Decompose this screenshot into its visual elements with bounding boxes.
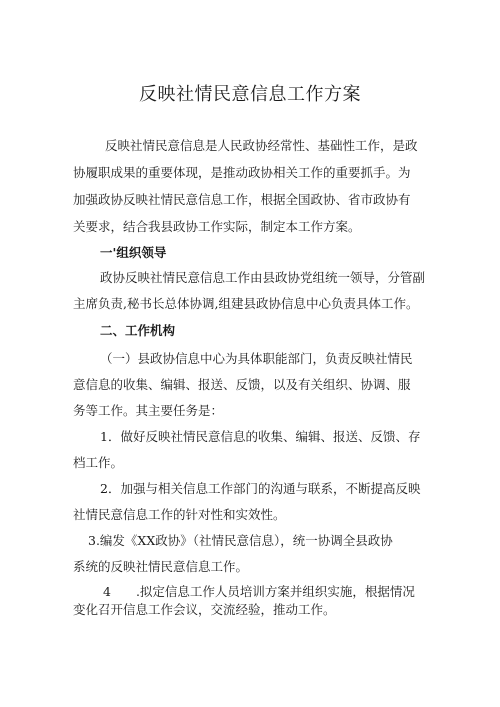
sub1-line: 务等工作。其主要任务是： (73, 403, 224, 418)
item2-line: 2．加强与相关信息工作部门的沟通与联系，不断提高反映 (100, 481, 421, 496)
item4-line: 4 .拟定信息工作人员培训方案并组织实施，根据情况 (103, 584, 415, 599)
section1-line: 主席负责,秘书长总体协调,组建县政协信息中心负责具体工作。 (73, 296, 419, 311)
intro-line: 关要求，结合我县政协工作实际，制定本工作方案。 (73, 219, 361, 234)
section-heading-1: 一'组织领导 (100, 245, 167, 260)
item3-line: 3.编发《XX政协》（社情民意信息），统一协调全县政协 (88, 533, 393, 548)
intro-line: 协履职成果的重要体现，是推动政协相关工作的重要抓手。为 (73, 165, 411, 180)
document-title: 反映社情民意信息工作方案 (139, 84, 361, 105)
item2-line: 社情民意信息工作的针对性和实效性。 (73, 507, 286, 522)
sub1-line: 意信息的收集、编辑、报送、反馈，以及有关组织、协调、服 (73, 377, 411, 392)
sub1-line: （一）县政协信息中心为具体职能部门，负责反映社情民 (100, 351, 413, 366)
section1-line: 政协反映社情民意信息工作由县政协党组统一领导，分管副 (100, 270, 426, 285)
item3-line: 系统的反映社情民意信息工作。 (73, 559, 249, 574)
item4-line: 变化召开信息工作会议，交流经验，推动工作。 (73, 602, 336, 617)
item1-line: 1．做好反映社情民意信息的收集、编辑、报送、反馈、存 (100, 429, 421, 444)
item1-line: 档工作。 (73, 455, 124, 470)
intro-line: 反映社情民意信息是人民政协经常性、基础性工作，是政 (105, 138, 418, 153)
intro-line: 加强政协反映社情民意信息工作，根据全国政协、省市政协有 (73, 192, 411, 207)
section-heading-2: 二、工作机构 (100, 323, 176, 338)
